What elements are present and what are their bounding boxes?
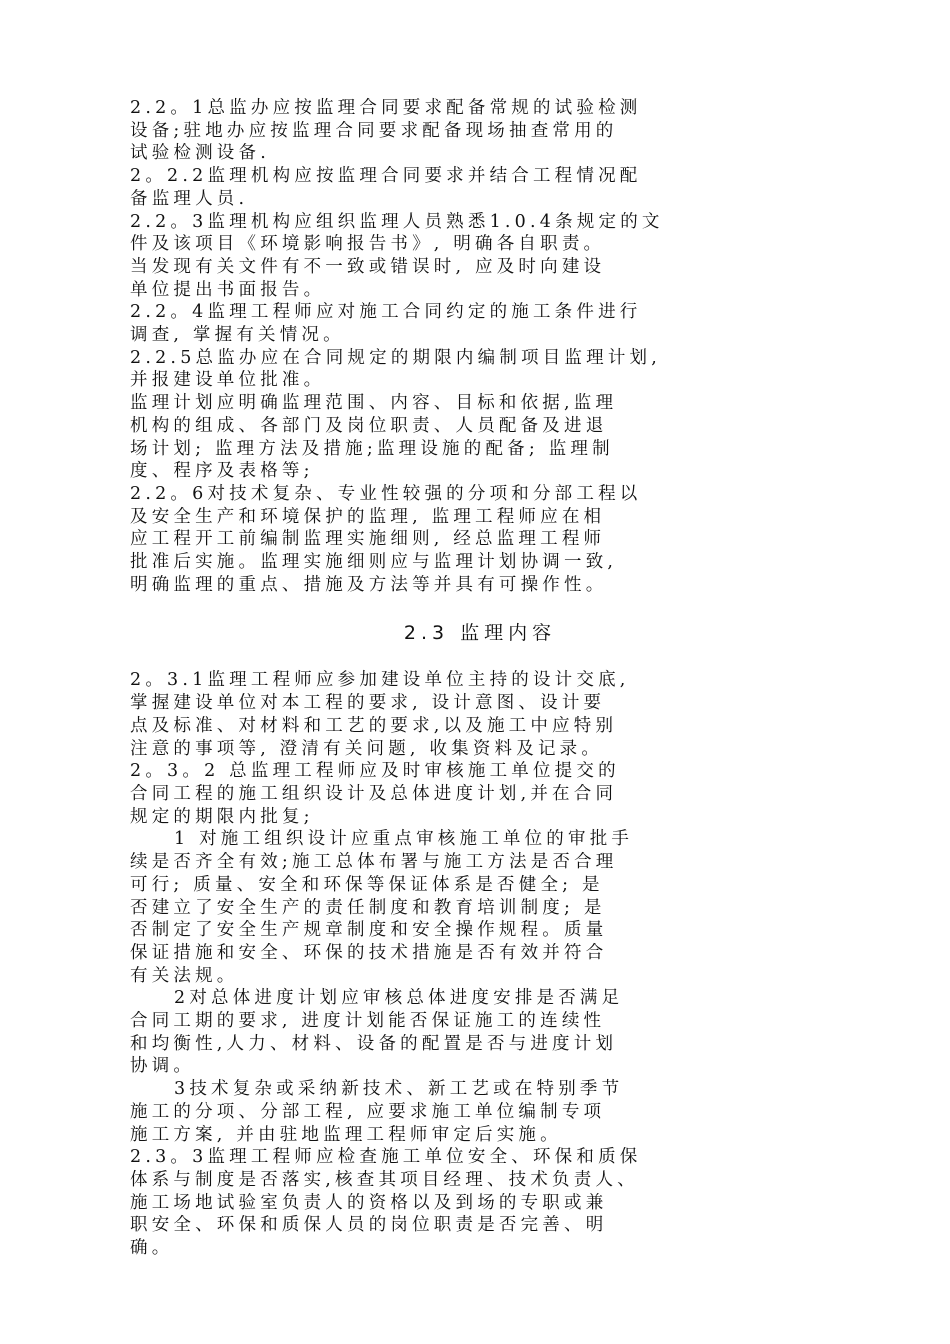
text-line: 度、程序及表格等;: [130, 461, 314, 482]
text-line: 和均衡性,人力、材料、设备的配置是否与进度计划: [130, 1033, 618, 1054]
text-line: 2.2.5总监办应在合同规定的期限内编制项目监理计划,: [130, 347, 661, 368]
text-line: 2。3。2 总监理工程师应及时审核施工单位提交的: [130, 761, 620, 782]
paragraph: [130, 301, 820, 346]
paragraph: [130, 1101, 820, 1146]
paragraph: [130, 851, 820, 987]
paragraph: [130, 1146, 820, 1260]
text-line: 2对总体进度计划应审核总体进度安排是否满足: [174, 988, 624, 1009]
section-2-3: [130, 669, 820, 1259]
text-line: 职安全、环保和质保人员的岗位职责是否完善、明: [130, 1215, 608, 1236]
text-line: 否建立了安全生产的责任制度和教育培训制度; 是: [130, 897, 606, 918]
section-heading: 2.3 监理内容: [403, 622, 557, 645]
text-line: 2.2。4监理工程师应对施工合同约定的施工条件进行: [130, 302, 642, 323]
section-2-2: [130, 97, 820, 596]
text-line: 备监理人员.: [130, 188, 249, 209]
text-line: 施工方案, 并由驻地监理工程师审定后实施。: [130, 1124, 562, 1145]
text-line: 场计划; 监理方法及措施;监理设施的配备; 监理制: [130, 438, 614, 459]
paragraph: [130, 347, 820, 392]
paragraph: [130, 1078, 820, 1101]
text-line: 批准后实施。监理实施细则应与监理计划协调一致,: [130, 552, 618, 573]
paragraph: [130, 392, 820, 483]
text-line: 2。2.2监理机构应按监理合同要求并结合工程情况配: [130, 166, 642, 187]
text-line: 2.2。6对技术复杂、专业性较强的分项和分部工程以: [130, 483, 642, 504]
paragraph: [130, 760, 820, 828]
text-line: 合同工程的施工组织设计及总体进度计划,并在合同: [130, 783, 618, 804]
text-line: 件及该项目《环境影响报告书》, 明确各自职责。: [130, 234, 606, 255]
text-line: 当发现有关文件有不一致或错误时, 应及时向建设: [130, 256, 606, 277]
text-line: 机构的组成、各部门及岗位职责、人员配备及进退: [130, 415, 608, 436]
text-line: 试验检测设备.: [130, 143, 270, 164]
text-line: 体系与制度是否落实,核查其项目经理、技术负责人、: [130, 1169, 639, 1190]
text-line: 2.3。3监理工程师应检查施工单位安全、环保和质保: [130, 1147, 642, 1168]
text-line: 协调。: [130, 1056, 196, 1077]
text-line: 保证措施和安全、环保的技术措施是否有效并符合: [130, 942, 608, 963]
paragraph: [130, 483, 820, 597]
text-line: 2。3.1监理工程师应参加建设单位主持的设计交底,: [130, 670, 630, 691]
text-line: 确。: [130, 1238, 174, 1259]
paragraph: [130, 97, 820, 165]
text-line: 合同工期的要求, 进度计划能否保证施工的连续性: [130, 1011, 606, 1032]
paragraph: [130, 1010, 820, 1078]
text-line: 及安全生产和环境保护的监理, 监理工程师应在相: [130, 506, 606, 527]
text-line: 施工场地试验室负责人的资格以及到场的专职或兼: [130, 1192, 608, 1213]
text-line: 3技术复杂或采纳新技术、新工艺或在特别季节: [174, 1079, 624, 1100]
text-line: 否制定了安全生产规章制度和安全操作规程。质量: [130, 920, 608, 941]
text-line: 施工的分项、分部工程, 应要求施工单位编制专项: [130, 1101, 606, 1122]
text-line: 可行; 质量、安全和环保等保证体系是否健全; 是: [130, 874, 604, 895]
text-line: 续是否齐全有效;施工总体布署与施工方法是否合理: [130, 852, 618, 873]
text-line: 调查, 掌握有关情况。: [130, 325, 345, 346]
text-line: 2.2。3监理机构应组织监理人员熟悉1.0.4条规定的文: [130, 211, 664, 232]
paragraph: [130, 211, 820, 302]
document-page: [130, 97, 820, 1260]
paragraph: [130, 165, 820, 210]
text-line: 并报建设单位批准。: [130, 370, 326, 391]
text-line: 1 对施工组织设计应重点审核施工单位的审批手: [174, 829, 634, 850]
text-line: 注意的事项等, 澄清有关问题, 收集资料及记录。: [130, 738, 604, 759]
text-line: 点及标准、对材料和工艺的要求,以及施工中应特别: [130, 715, 618, 736]
text-line: 监理计划应明确监理范围、内容、目标和依据,监理: [130, 393, 618, 414]
text-line: 单位提出书面报告。: [130, 279, 326, 300]
text-line: 明确监理的重点、措施及方法等并具有可操作性。: [130, 574, 608, 595]
text-line: 设备;驻地办应按监理合同要求配备现场抽查常用的: [130, 120, 618, 141]
text-line: 2.2。1总监办应按监理合同要求配备常规的试验检测: [130, 98, 642, 118]
paragraph: [130, 987, 820, 1010]
paragraph: [130, 669, 820, 760]
text-line: 有关法规。: [130, 965, 239, 986]
paragraph: [130, 828, 820, 851]
text-line: 掌握建设单位对本工程的要求, 设计意图、设计要: [130, 693, 606, 714]
text-line: 应工程开工前编制监理实施细则, 经总监理工程师: [130, 529, 606, 550]
text-line: 规定的期限内批复;: [130, 806, 314, 827]
